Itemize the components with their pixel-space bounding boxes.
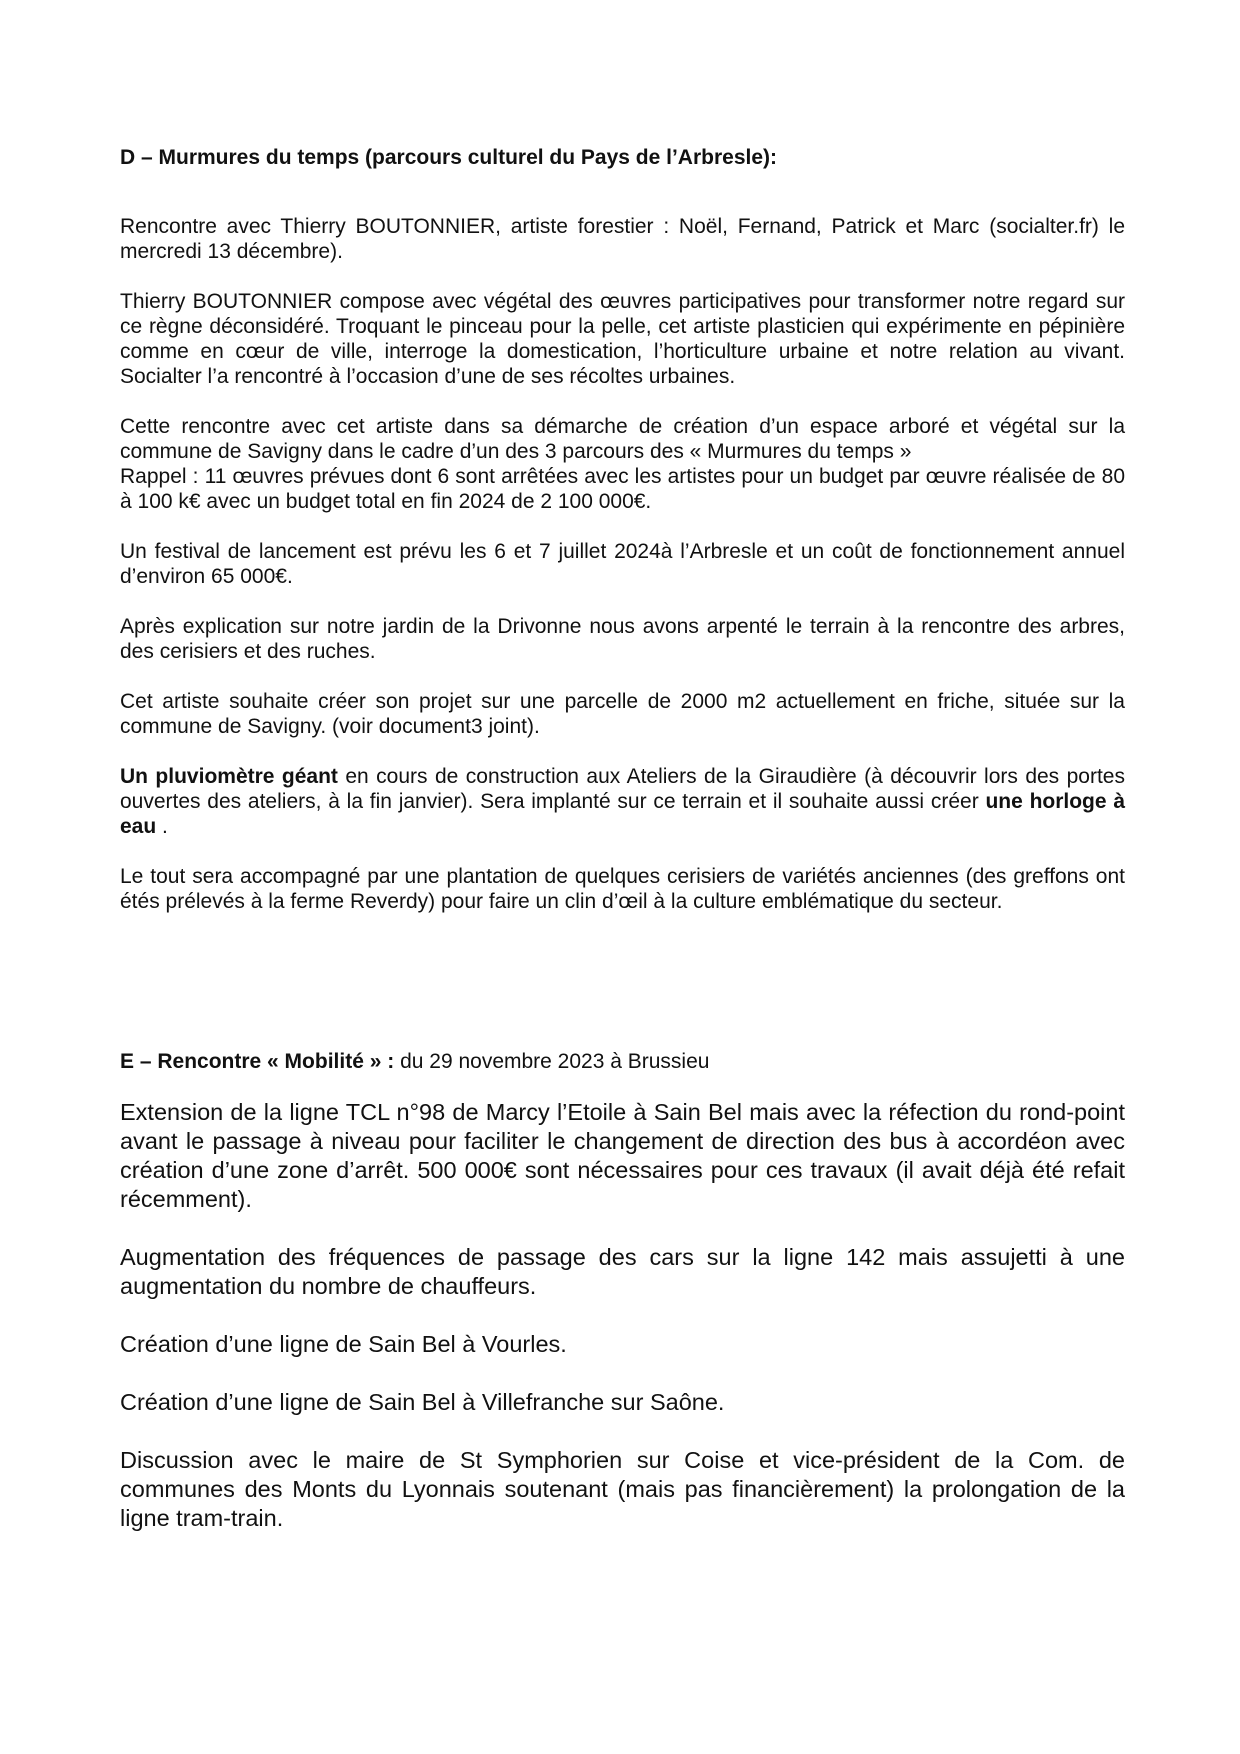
section-e-title-date: du 29 novembre 2023 à Brussieu — [394, 1050, 710, 1073]
section-e-paragraph-2: Augmentation des fréquences de passage des cars sur la ligne 142 mais assujetti à une augmentation du nombre de chauffeurs. — [120, 1244, 1125, 1299]
rain-gauge-emphasis: Un pluviomètre géant — [120, 765, 338, 788]
section-d-paragraph-7 — [120, 764, 1125, 839]
section-e-paragraph-5: Discussion avec le maire de St Symphorien sur Coise et vice-président de la Com. de communes des Monts du Lyonnais soutenant (mais pas financièrement) la prolongation de la ligne tram-train. — [120, 1447, 1125, 1531]
section-d-paragraph-3 — [120, 414, 1125, 514]
section-d-paragraph-6: Cet artiste souhaite créer son projet sur une parcelle de 2000 m2 actuellement en friche, située sur la commune de Savigny. (voir document3 joint). — [120, 690, 1125, 738]
section-d-paragraph-3-line-2: Rappel : 11 œuvres prévues dont 6 sont arrêtées avec les artistes pour un budget par œuvre réalisée de 80 à 100 k€ avec un budget total en fin 2024 de 2 100 000€. — [120, 465, 1125, 513]
section-e — [120, 1048, 1125, 1533]
section-e-paragraph-4: Création d’une ligne de Sain Bel à Villefranche sur Saône. — [120, 1389, 725, 1415]
section-e-paragraph-1: Extension de la ligne TCL n°98 de Marcy l’Etoile à Sain Bel mais avec la réfection du rond-point avant le passage à niveau pour faciliter le changement de direction des bus à accordéon avec création d’une zone d’arrêt. 500 000€ sont nécessaires pour ces travaux (il avait déjà été refait récemment). — [120, 1099, 1125, 1212]
section-d-paragraph-2: Thierry BOUTONNIER compose avec végétal des œuvres participatives pour transformer notre regard sur ce règne déconsidéré. Troquant le pinceau pour la pelle, cet artiste plasticien qui expérimente en pépinière comme en cœur de ville, interroge la domestication, l’horticulture urbaine et notre relation au vivant. Socialter l’a rencontré à l’occasion d’une de ses récoltes urbaines. — [120, 290, 1125, 388]
section-d — [120, 144, 1125, 914]
section-d-paragraph-4: Un festival de lancement est prévu les 6 et 7 juillet 2024à l’Arbresle et un coût de fonctionnement annuel d’environ 65 000€. — [120, 540, 1125, 588]
section-d-paragraph-5: Après explication sur notre jardin de la Drivonne nous avons arpenté le terrain à la rencontre des arbres, des cerisiers et des ruches. — [120, 615, 1125, 663]
section-d-paragraph-3-line-1: Cette rencontre avec cet artiste dans sa démarche de création d’un espace arboré et végétal sur la commune de Savigny dans le cadre d’un des 3 parcours des « Murmures du temps » — [120, 415, 1125, 463]
section-e-title-bold: E – Rencontre « Mobilité » : — [120, 1050, 395, 1073]
section-d-paragraph-7-text: en cours de construction aux Ateliers de la Giraudière (à découvrir lors des portes ouvertes des ateliers, à la fin janvier). Sera implanté sur ce terrain et il souhaite aussi créer — [120, 765, 1125, 813]
section-e-title — [120, 1048, 1125, 1076]
document-page — [120, 0, 1125, 1754]
section-d-paragraph-1: Rencontre avec Thierry BOUTONNIER, artiste forestier : Noël, Fernand, Patrick et Marc (socialter.fr) le mercredi 13 décembre). — [120, 215, 1125, 263]
section-e-paragraph-3: Création d’une ligne de Sain Bel à Vourles. — [120, 1331, 567, 1357]
section-d-paragraph-7-end: . — [156, 815, 168, 838]
water-clock-emphasis: une horloge à eau — [120, 790, 1125, 838]
section-d-paragraph-8: Le tout sera accompagné par une plantation de quelques cerisiers de variétés anciennes (des greffons ont étés prélevés à la ferme Reverdy) pour faire un clin d’œil à la culture emblématique du secteur. — [120, 865, 1125, 913]
section-d-title: D – Murmures du temps (parcours culturel du Pays de l’Arbresle): — [120, 146, 777, 169]
